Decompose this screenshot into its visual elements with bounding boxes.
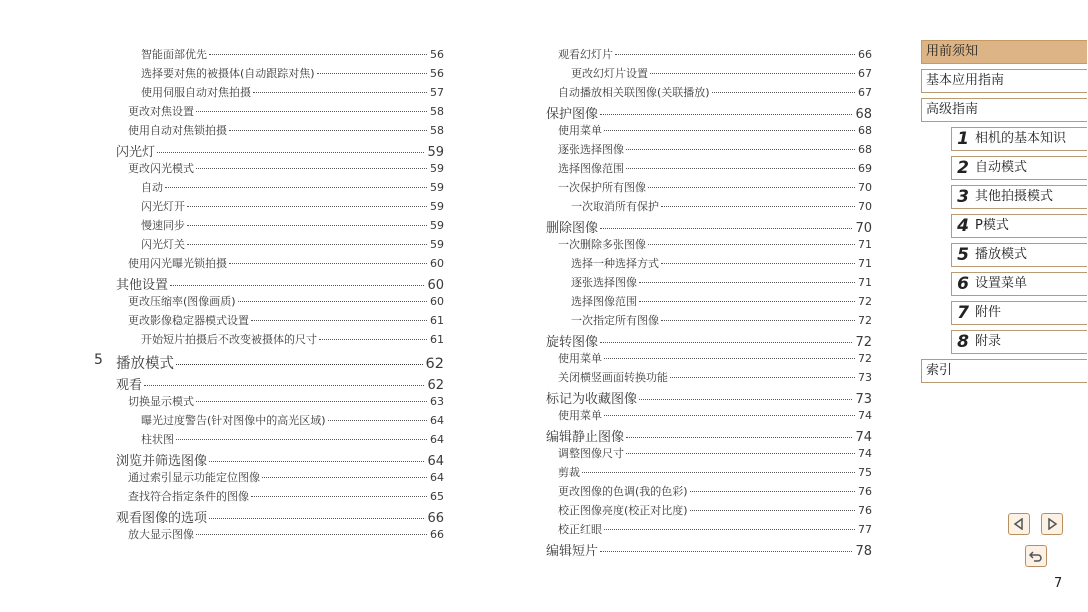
toc-entry[interactable]	[94, 84, 444, 103]
toc-page-number: 61	[430, 314, 444, 327]
toc-page-number: 77	[858, 523, 872, 536]
toc-entry[interactable]	[94, 293, 444, 312]
toc-leader-dots	[661, 206, 855, 207]
toc-leader-dots	[251, 496, 427, 497]
toc-page-number: 58	[430, 124, 444, 137]
toc-page-number: 64	[430, 471, 444, 484]
toc-entry-title: 一次保护所有图像	[558, 181, 646, 194]
toc-entry[interactable]	[94, 312, 444, 331]
toc-entry[interactable]	[544, 426, 872, 445]
toc-leader-dots	[661, 320, 855, 321]
toc-entry-title: 标记为收藏图像	[546, 392, 638, 407]
toc-leader-dots	[604, 529, 855, 530]
toc-leader-dots	[165, 187, 427, 188]
toc-page-number: 68	[855, 107, 872, 122]
toc-page-number: 57	[430, 86, 444, 99]
toc-entry[interactable]	[544, 122, 872, 141]
toc-page-number: 60	[430, 257, 444, 270]
toc-entry-title: 更改压缩率(图像画质)	[128, 295, 236, 308]
nav-chapter-label: 自动模式	[975, 160, 1028, 175]
arrow-left-icon	[1013, 518, 1025, 530]
toc-page-number: 75	[858, 466, 872, 479]
toc-entry-title: 逐张选择图像	[558, 143, 624, 156]
toc-entry-title: 使用菜单	[558, 409, 602, 422]
toc-page-number: 69	[858, 162, 872, 175]
toc-entry-title: 编辑静止图像	[546, 430, 625, 445]
toc-page-number: 64	[430, 433, 444, 446]
toc-page-number: 62	[427, 378, 444, 393]
toc-entry[interactable]	[544, 331, 872, 350]
toc-entry-title: 自动	[141, 181, 163, 194]
nav-chapter-number: 2	[957, 158, 969, 178]
return-icon	[1029, 550, 1043, 562]
toc-leader-dots	[157, 152, 424, 153]
toc-page-number: 67	[858, 67, 872, 80]
toc-entry-title: 播放模式	[116, 356, 174, 372]
toc-leader-dots	[626, 437, 852, 438]
nav-chapter-number: 3	[957, 187, 969, 207]
toc-entry[interactable]	[544, 502, 872, 521]
toc-entry[interactable]	[544, 236, 872, 255]
toc-entry[interactable]	[94, 46, 444, 65]
toc-entry-title: 使用闪光曝光锁拍摄	[128, 257, 227, 270]
toc-entry-title: 使用菜单	[558, 352, 602, 365]
toc-leader-dots	[604, 130, 855, 131]
toc-entry[interactable]	[544, 160, 872, 179]
toc-page-number: 67	[858, 86, 872, 99]
toc-entry[interactable]	[94, 488, 444, 507]
toc-entry[interactable]	[544, 521, 872, 540]
toc-entry-title: 查找符合指定条件的图像	[128, 490, 249, 503]
toc-leader-dots	[639, 399, 852, 400]
toc-entry[interactable]	[544, 483, 872, 502]
toc-page-number: 60	[427, 278, 444, 293]
toc-entry-title: 更改幻灯片设置	[571, 67, 648, 80]
toc-entry[interactable]	[94, 526, 444, 545]
toc-leader-dots	[251, 320, 427, 321]
toc-leader-dots	[639, 282, 855, 283]
toc-page-number: 66	[430, 528, 444, 541]
toc-leader-dots	[690, 510, 855, 511]
toc-page-number: 56	[430, 67, 444, 80]
toc-page-number: 72	[855, 335, 872, 350]
toc-leader-dots	[650, 73, 855, 74]
toc-page-number: 68	[858, 124, 872, 137]
toc-entry[interactable]	[94, 331, 444, 350]
toc-page-number: 71	[858, 238, 872, 251]
toc-leader-dots	[582, 472, 855, 473]
nav-section-tab[interactable]: 基本应用指南	[921, 69, 1087, 93]
toc-entry[interactable]	[94, 255, 444, 274]
toc-entry-title: 自动播放相关联图像(关联播放)	[558, 86, 710, 99]
toc-page-number: 59	[430, 200, 444, 213]
toc-entry-title: 更改图像的色调(我的色彩)	[558, 485, 688, 498]
nav-chapter-tab[interactable]	[951, 185, 1087, 209]
toc-page-number: 68	[858, 143, 872, 156]
toc-entry[interactable]	[544, 293, 872, 312]
toc-leader-dots	[187, 225, 427, 226]
toc-page-number: 74	[855, 430, 872, 445]
toc-entry[interactable]	[544, 388, 872, 407]
toc-entry[interactable]	[94, 236, 444, 255]
nav-section-tab[interactable]: 用前须知	[921, 40, 1087, 64]
toc-entry[interactable]	[544, 445, 872, 464]
toc-page-number: 59	[430, 181, 444, 194]
toc-leader-dots	[319, 339, 427, 340]
toc-entry[interactable]	[94, 160, 444, 179]
toc-entry[interactable]	[544, 255, 872, 274]
nav-chapter-number: 5	[957, 245, 969, 265]
toc-leader-dots	[604, 415, 855, 416]
toc-entry[interactable]	[94, 103, 444, 122]
toc-entry-title: 一次删除多张图像	[558, 238, 646, 251]
toc-entry[interactable]	[544, 274, 872, 293]
nav-section-tab[interactable]: 高级指南	[921, 98, 1087, 122]
toc-leader-dots	[712, 92, 855, 93]
page-number: 7	[1054, 576, 1063, 591]
toc-leader-dots	[600, 551, 852, 552]
toc-entry-title: 旋转图像	[546, 335, 599, 350]
toc-page-number: 59	[430, 238, 444, 251]
toc-entry[interactable]	[94, 469, 444, 488]
toc-page-number: 58	[430, 105, 444, 118]
toc-page-number: 78	[855, 544, 872, 559]
toc-page-number: 70	[855, 221, 872, 236]
toc-page-number: 76	[858, 485, 872, 498]
nav-chapter-number: 1	[957, 129, 969, 149]
toc-page-number: 61	[430, 333, 444, 346]
toc-page-number: 71	[858, 257, 872, 270]
toc-entry-title: 观看幻灯片	[558, 48, 613, 61]
toc-leader-dots	[600, 228, 852, 229]
nav-chapter-label: 设置菜单	[975, 276, 1028, 291]
nav-chapter-label: 播放模式	[975, 247, 1028, 262]
toc-entry-title: 选择图像范围	[558, 162, 624, 175]
toc-entry[interactable]	[544, 350, 872, 369]
nav-chapter-label: 其他拍摄模式	[975, 189, 1054, 204]
toc-leader-dots	[317, 73, 427, 74]
nav-index-tab[interactable]: 索引	[921, 359, 1087, 383]
toc-leader-dots	[648, 244, 855, 245]
toc-entry[interactable]	[544, 464, 872, 483]
toc-entry-title: 一次取消所有保护	[571, 200, 659, 213]
toc-entry-title: 曝光过度警告(针对图像中的高光区域)	[141, 414, 326, 427]
toc-entry-title: 放大显示图像	[128, 528, 194, 541]
toc-leader-dots	[600, 114, 852, 115]
toc-page-number: 72	[858, 314, 872, 327]
toc-chapter-number: 5	[94, 352, 103, 368]
toc-page-number: 71	[858, 276, 872, 289]
toc-entry-title: 慢速同步	[141, 219, 185, 232]
toc-entry[interactable]	[544, 179, 872, 198]
toc-entry[interactable]	[544, 369, 872, 388]
toc-leader-dots	[170, 285, 424, 286]
toc-leader-dots	[600, 342, 852, 343]
toc-page-number: 72	[858, 295, 872, 308]
nav-chapter-tab[interactable]	[951, 330, 1087, 354]
toc-entry-title: 校正图像亮度(校正对比度)	[558, 504, 688, 517]
nav-chapter-tab[interactable]	[951, 127, 1087, 151]
toc-leader-dots	[196, 168, 427, 169]
toc-entry[interactable]	[544, 540, 872, 559]
nav-chapter-number: 4	[957, 216, 969, 236]
toc-leader-dots	[670, 377, 855, 378]
nav-chapter-tab[interactable]	[951, 156, 1087, 180]
toc-entry-title: 剪裁	[558, 466, 580, 479]
toc-entry[interactable]	[94, 198, 444, 217]
toc-entry-title: 其他设置	[116, 278, 169, 293]
toc-middle-column	[544, 46, 872, 559]
toc-entry[interactable]	[544, 46, 872, 65]
toc-leader-dots	[144, 385, 424, 386]
toc-page-number: 59	[427, 145, 444, 160]
toc-leader-dots	[615, 54, 855, 55]
toc-leader-dots	[176, 364, 423, 365]
toc-page-number: 64	[430, 414, 444, 427]
toc-entry[interactable]	[544, 84, 872, 103]
toc-leader-dots	[639, 301, 855, 302]
toc-entry[interactable]	[94, 507, 444, 526]
toc-entry-title: 观看图像的选项	[116, 511, 208, 526]
toc-entry-title: 一次指定所有图像	[571, 314, 659, 327]
toc-entry-title: 删除图像	[546, 221, 599, 236]
toc-leader-dots	[176, 439, 427, 440]
toc-entry-title: 使用自动对焦锁拍摄	[128, 124, 227, 137]
toc-entry[interactable]	[94, 179, 444, 198]
toc-leader-dots	[253, 92, 427, 93]
toc-page-number: 66	[427, 511, 444, 526]
toc-entry-title: 关闭横竖画面转换功能	[558, 371, 668, 384]
toc-page-number: 65	[430, 490, 444, 503]
toc-page-number: 66	[858, 48, 872, 61]
toc-page-number: 72	[858, 352, 872, 365]
toc-entry-title: 闪光灯关	[141, 238, 185, 251]
toc-page-number: 59	[430, 162, 444, 175]
toc-leader-dots	[229, 263, 427, 264]
toc-left-column	[94, 46, 444, 545]
toc-entry-title: 逐张选择图像	[571, 276, 637, 289]
nav-chapter-label: 附件	[975, 305, 1002, 320]
toc-page-number: 64	[427, 454, 444, 469]
arrow-right-icon	[1046, 518, 1058, 530]
toc-entry-title: 选择图像范围	[571, 295, 637, 308]
toc-entry[interactable]	[544, 198, 872, 217]
nav-chapter-tab[interactable]	[951, 301, 1087, 325]
toc-leader-dots	[626, 453, 855, 454]
nav-chapter-tab[interactable]	[951, 243, 1087, 267]
nav-chapter-number: 6	[957, 274, 969, 294]
toc-leader-dots	[328, 420, 427, 421]
return-button[interactable]	[1025, 545, 1047, 567]
toc-leader-dots	[238, 301, 427, 302]
toc-leader-dots	[626, 168, 855, 169]
nav-chapter-tab[interactable]	[951, 214, 1087, 238]
toc-entry-title: 切换显示模式	[128, 395, 194, 408]
toc-entry[interactable]	[544, 407, 872, 426]
toc-entry[interactable]	[94, 65, 444, 84]
toc-page-number: 70	[858, 181, 872, 194]
section-nav	[921, 40, 1087, 388]
toc-leader-dots	[661, 263, 855, 264]
toc-leader-dots	[209, 54, 427, 55]
toc-entry[interactable]	[94, 431, 444, 450]
toc-chapter-entry[interactable]	[94, 352, 444, 374]
toc-page-number: 74	[858, 409, 872, 422]
toc-leader-dots	[196, 111, 427, 112]
nav-chapter-label: 附录	[975, 334, 1002, 349]
nav-chapter-tab[interactable]	[951, 272, 1087, 296]
toc-entry[interactable]	[94, 393, 444, 412]
toc-page-number: 59	[430, 219, 444, 232]
toc-entry-title: 开始短片拍摄后不改变被摄体的尺寸	[141, 333, 317, 346]
toc-entry-title: 使用菜单	[558, 124, 602, 137]
nav-chapter-label: P模式	[975, 218, 1009, 233]
nav-chapter-label: 相机的基本知识	[975, 131, 1067, 146]
toc-entry-title: 更改对焦设置	[128, 105, 194, 118]
toc-entry[interactable]	[94, 374, 444, 393]
toc-leader-dots	[209, 461, 424, 462]
prev-page-button[interactable]	[1008, 513, 1030, 535]
toc-entry-title: 闪光灯	[116, 145, 156, 160]
toc-leader-dots	[229, 130, 427, 131]
toc-leader-dots	[187, 206, 427, 207]
toc-entry-title: 智能面部优先	[141, 48, 207, 61]
toc-page-number: 60	[430, 295, 444, 308]
toc-entry-title: 调整图像尺寸	[558, 447, 624, 460]
toc-page-number: 73	[858, 371, 872, 384]
toc-entry-title: 校正红眼	[558, 523, 602, 536]
toc-entry-title: 闪光灯开	[141, 200, 185, 213]
toc-entry-title: 使用伺服自动对焦拍摄	[141, 86, 251, 99]
toc-entry[interactable]	[544, 312, 872, 331]
toc-entry-title: 柱状图	[141, 433, 174, 446]
toc-leader-dots	[604, 358, 855, 359]
toc-entry-title: 保护图像	[546, 107, 599, 122]
toc-leader-dots	[196, 534, 427, 535]
toc-entry[interactable]	[544, 141, 872, 160]
toc-leader-dots	[626, 149, 855, 150]
toc-entry-title: 更改闪光模式	[128, 162, 194, 175]
toc-entry[interactable]	[94, 412, 444, 431]
toc-page-number: 74	[858, 447, 872, 460]
toc-page-number: 63	[430, 395, 444, 408]
toc-entry-title: 更改影像稳定器模式设置	[128, 314, 249, 327]
toc-entry[interactable]	[94, 122, 444, 141]
toc-entry[interactable]	[94, 217, 444, 236]
nav-chapter-number: 8	[957, 332, 969, 352]
toc-leader-dots	[648, 187, 855, 188]
toc-leader-dots	[690, 491, 855, 492]
toc-entry[interactable]	[544, 217, 872, 236]
toc-leader-dots	[262, 477, 427, 478]
toc-page-number: 62	[425, 356, 444, 372]
toc-page-number: 70	[858, 200, 872, 213]
toc-entry[interactable]	[544, 103, 872, 122]
toc-entry[interactable]	[94, 450, 444, 469]
toc-entry[interactable]	[544, 65, 872, 84]
toc-page-number: 56	[430, 48, 444, 61]
toc-entry-title: 通过索引显示功能定位图像	[128, 471, 260, 484]
toc-entry-title: 浏览并筛选图像	[116, 454, 208, 469]
toc-entry[interactable]	[94, 141, 444, 160]
toc-entry-title: 选择要对焦的被摄体(自动跟踪对焦)	[141, 67, 315, 80]
toc-entry[interactable]	[94, 274, 444, 293]
next-page-button[interactable]	[1041, 513, 1063, 535]
toc-entry-title: 观看	[116, 378, 143, 393]
toc-page-number: 76	[858, 504, 872, 517]
toc-leader-dots	[187, 244, 427, 245]
toc-entry-title: 编辑短片	[546, 544, 599, 559]
toc-leader-dots	[196, 401, 427, 402]
toc-leader-dots	[209, 518, 424, 519]
toc-page-number: 73	[855, 392, 872, 407]
toc-entry-title: 选择一种选择方式	[571, 257, 659, 270]
nav-chapter-number: 7	[957, 303, 969, 323]
